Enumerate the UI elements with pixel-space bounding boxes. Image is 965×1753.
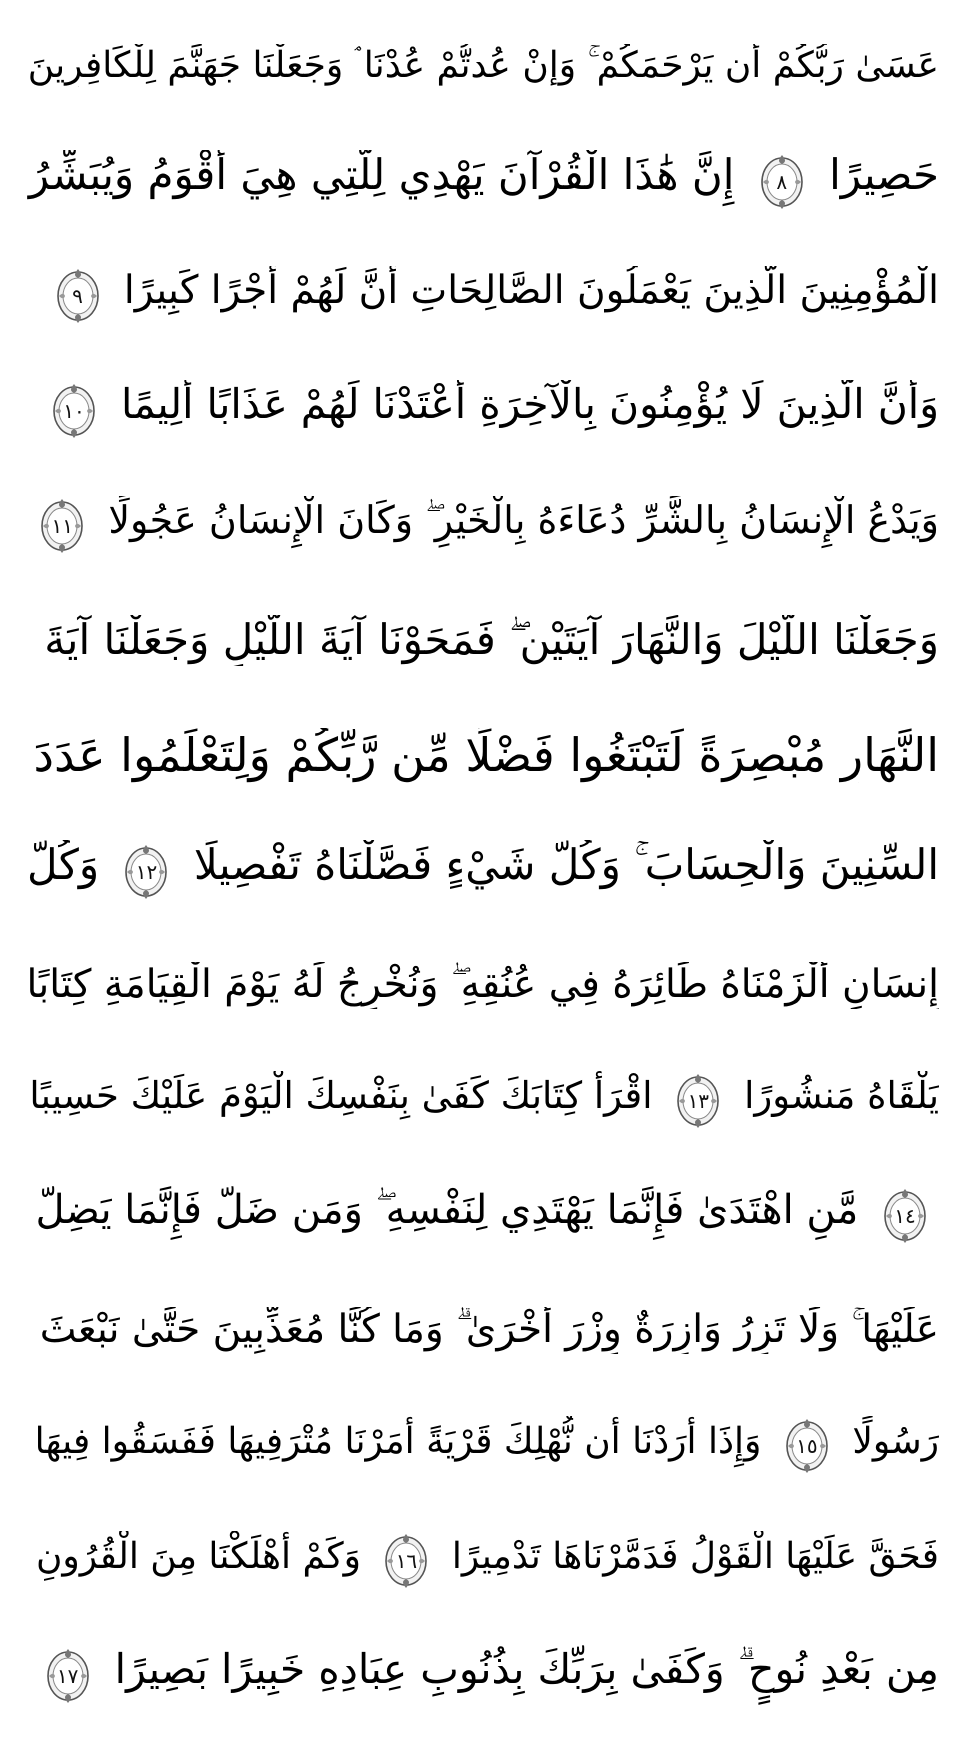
text-line [22,1388,943,1503]
verse-text-segment: وَكُلَّ [27,839,100,889]
verse-number: ١٤ [894,1203,916,1228]
verse-number: ١٦ [395,1548,418,1573]
line-text [26,1307,939,1354]
verse-text-segment: حَصِيرًا [829,149,939,199]
line-text [26,496,939,556]
verse-text-segment: مَّنِ اهْتَدَىٰ فَإِنَّمَا يَهْتَدِي لِنَفْسِهِ ۖ وَمَن ضَلَّ فَإِنَّمَا يَضِلُّ [35,1186,859,1233]
text-line [22,928,943,1043]
verse-number: ١٠ [63,399,85,423]
line-text [26,1645,939,1706]
verse-text-segment: عَلَيْهَا ۚ وَلَا تَزِرُ وَازِرَةٌ وِزْرَ أُخْرَىٰ ۗ وَمَا كُنَّا مُعَذِّبِينَ حَتَّىٰ نَبْعَثَ [39,1307,939,1353]
verse-text-segment: اقْرَأْ كِتَابَكَ كَفَىٰ بِنَفْسِكَ الْيَوْمَ عَلَيْكَ حَسِيبًا [29,1073,653,1117]
text-line [22,353,943,468]
text-line [22,1158,943,1273]
verse-text-segment: وَيَدْعُ الْإِنسَانُ بِالشَّرِّ دُعَاءَهُ بِالْخَيْرِ ۖ وَكَانَ الْإِنسَانُ عَجُولًا [108,497,939,542]
line-text [26,380,939,441]
line-text [26,1416,939,1476]
verse-text-segment: الْمُؤْمِنِينَ الَّذِينَ يَعْمَلُونَ الصَّالِحَاتِ أَنَّ لَهُمْ أَجْرًا كَبِيرًا [123,267,939,313]
text-line [22,698,943,813]
line-text [26,44,939,87]
verse-end-marker-icon [879,1186,931,1246]
verse-text-segment: مِن بَعْدِ نُوحٍ ۗ وَكَفَىٰ بِرَبِّكَ بِذُنُوبِ عِبَادِهِ خَبِيرًا بَصِيرًا [114,1645,939,1693]
verse-number: ١٢ [135,859,158,884]
verse-end-marker-icon [781,1416,833,1476]
text-line [22,8,943,123]
verse-text-segment: إِنسَانٍ أَلْزَمْنَاهُ طَائِرَهُ فِي عُنُقِهِ ۖ وَنُخْرِجُ لَهُ يَوْمَ الْقِيَامَةِ كِتَابًا [26,962,939,1008]
line-text [26,1531,939,1591]
verse-text-segment: رَسُولًا [852,1420,939,1462]
verse-text-segment: وَإِذَا أَرَدْنَا أَن نُّهْلِكَ قَرْيَةً أَمَرْنَا مُتْرَفِيهَا فَفَسَقُوا فِيهَا [34,1420,762,1462]
text-line [22,583,943,698]
verse-text-segment: يَلْقَاهُ مَنشُورًا [744,1073,939,1117]
line-text [26,266,939,326]
text-line [22,468,943,583]
verse-end-marker-icon [380,1531,432,1591]
text-line [22,123,943,238]
line-text [26,840,939,902]
verse-end-marker-icon [672,1071,724,1131]
verse-end-marker-icon [48,381,100,441]
verse-text-segment: إِنَّ هَٰذَا الْقُرْآنَ يَهْدِي لِلَّتِي هِيَ أَقْوَمُ وَيُبَشِّرُ [28,149,735,199]
verse-number: ١٥ [796,1433,818,1458]
text-line [22,1618,943,1733]
verse-number: ٩ [72,283,83,308]
verse-text-segment: السِّنِينَ وَالْحِسَابَ ۚ وَكُلَّ شَيْءٍ فَصَّلْنَاهُ تَفْصِيلًا [193,839,939,889]
verse-end-marker-icon [120,842,172,902]
verse-text-segment: وَجَعَلْنَا اللَّيْلَ وَالنَّهَارَ آيَتَيْنِ ۖ فَمَحَوْنَا آيَةَ اللَّيْلِ وَجَعَلْنَا آيَةَ [44,615,939,665]
verse-end-marker-icon [52,266,104,326]
text-line [22,1043,943,1158]
text-line [22,813,943,928]
verse-text-segment: وَكَمْ أَهْلَكْنَا مِنَ الْقُرُونِ [35,1535,361,1577]
line-text [26,615,939,665]
verse-text-segment: عَسَىٰ رَبُّكُمْ أَن يَرْحَمَكُمْ ۚ وَإِنْ عُدتُّمْ عُدْنَا ۘ وَجَعَلْنَا جَهَنَّمَ لِلْكَافِرِينَ [27,44,939,86]
text-line [22,238,943,353]
verse-number: ٨ [776,169,788,194]
verse-lines [22,8,943,1753]
verse-text-segment: فَحَقَّ عَلَيْهَا الْقَوْلُ فَدَمَّرْنَاهَا تَدْمِيرًا [451,1535,939,1577]
verse-end-marker-icon [42,1646,94,1706]
line-text [26,1071,939,1131]
text-line [22,1503,943,1618]
verse-text-segment: وَأَنَّ الَّذِينَ لَا يُؤْمِنُونَ بِالْآخِرَةِ أَعْتَدْنَا لَهُمْ عَذَابًا أَلِيمًا [121,380,939,428]
verse-number: ١٣ [687,1088,710,1113]
verse-end-marker-icon [756,152,808,212]
line-text [26,728,939,783]
verse-text-segment: النَّهَارِ مُبْصِرَةً لِّتَبْتَغُوا فَضْلًا مِّن رَّبِّكُمْ وَلِتَعْلَمُوا عَدَدَ [33,727,939,782]
verse-number: ١١ [51,513,73,538]
line-text [26,150,939,212]
text-line [22,1273,943,1388]
line-text [26,962,939,1009]
verse-number: ١٧ [56,1664,79,1688]
verse-end-marker-icon [36,496,88,556]
line-text [26,1186,939,1246]
